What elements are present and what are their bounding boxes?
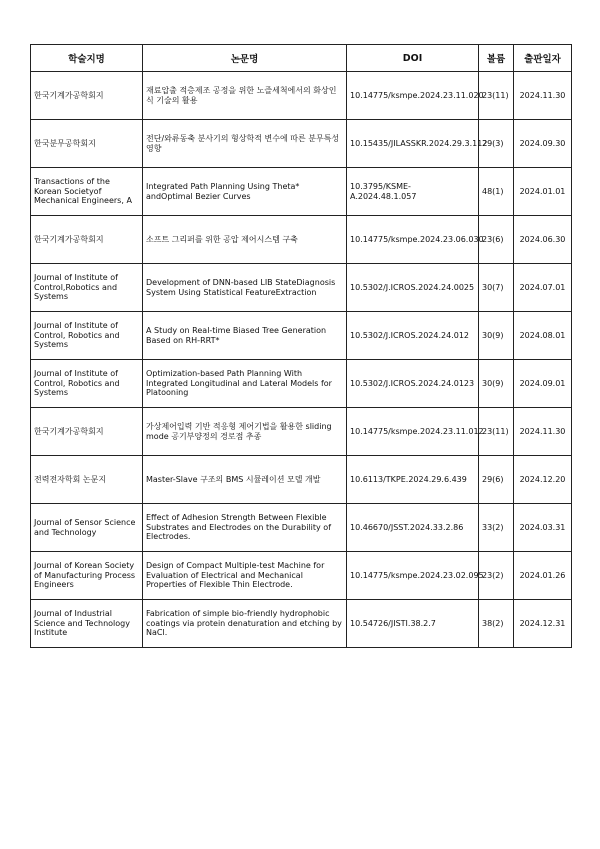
- header-title: 논문명: [143, 45, 347, 72]
- header-date: 출판일자: [514, 45, 572, 72]
- header-journal: 학술지명: [31, 45, 143, 72]
- table-row: [31, 216, 572, 264]
- date-cell: 2024.12.31: [514, 600, 572, 648]
- volume-cell: 30(9): [479, 360, 514, 408]
- table-row: [31, 552, 572, 600]
- doi-cell: 10.14775/ksmpe.2024.23.11.020: [347, 72, 479, 120]
- date-cell: 2024.08.01: [514, 312, 572, 360]
- table-row: [31, 264, 572, 312]
- title-cell: Master-Slave 구조의 BMS 시뮬레이션 모델 개발: [143, 456, 347, 504]
- title-cell: 전단/와류동축 분사기의 형상학적 변수에 따른 분무특성 영향: [143, 120, 347, 168]
- journal-cell: Journal of Korean Society of Manufacturing Process Engineers: [31, 552, 143, 600]
- date-cell: 2024.07.01: [514, 264, 572, 312]
- table-row: [31, 408, 572, 456]
- title-cell: 가상제어입력 기반 적응형 제어기법을 활용한 sliding mode 공기부양정의 경로점 추종: [143, 408, 347, 456]
- doi-cell: 10.46670/JSST.2024.33.2.86: [347, 504, 479, 552]
- journal-cell: Journal of Institute of Control, Robotics and Systems: [31, 312, 143, 360]
- title-cell: 소프트 그리퍼를 위한 공압 제어시스템 구축: [143, 216, 347, 264]
- volume-cell: 30(7): [479, 264, 514, 312]
- journal-cell: Transactions of the Korean Societyof Mechanical Engineers, A: [31, 168, 143, 216]
- date-cell: 2024.12.20: [514, 456, 572, 504]
- doi-cell: 10.14775/ksmpe.2024.23.11.012: [347, 408, 479, 456]
- journal-cell: 한국기계가공학회지: [31, 408, 143, 456]
- table-body: [31, 72, 572, 648]
- title-cell: 재료압출 적층제조 공정을 위한 노즐세척에서의 화상인식 기술의 활용: [143, 72, 347, 120]
- publications-table: [30, 44, 572, 648]
- title-cell: Effect of Adhesion Strength Between Flexible Substrates and Electrodes on the Durability of Electrodes.: [143, 504, 347, 552]
- title-cell: Development of DNN-based LIB StateDiagnosis System Using Statistical FeatureExtraction: [143, 264, 347, 312]
- volume-cell: 33(2): [479, 504, 514, 552]
- volume-cell: 29(6): [479, 456, 514, 504]
- volume-cell: 23(6): [479, 216, 514, 264]
- doi-cell: 10.54726/JISTI.38.2.7: [347, 600, 479, 648]
- title-cell: Integrated Path Planning Using Theta* andOptimal Bezier Curves: [143, 168, 347, 216]
- date-cell: 2024.11.30: [514, 72, 572, 120]
- journal-cell: 한국기계가공학회지: [31, 216, 143, 264]
- header-doi: DOI: [347, 45, 479, 72]
- volume-cell: 30(9): [479, 312, 514, 360]
- table-row: [31, 600, 572, 648]
- title-cell: Fabrication of simple bio-friendly hydrophobic coatings via protein denaturation and etching by NaCl.: [143, 600, 347, 648]
- table-row: [31, 120, 572, 168]
- table-row: [31, 72, 572, 120]
- volume-cell: 23(11): [479, 408, 514, 456]
- date-cell: 2024.01.01: [514, 168, 572, 216]
- volume-cell: 48(1): [479, 168, 514, 216]
- volume-cell: 23(11): [479, 72, 514, 120]
- journal-cell: Journal of Sensor Science and Technology: [31, 504, 143, 552]
- table-row: [31, 360, 572, 408]
- title-cell: Optimization-based Path Planning With Integrated Longitudinal and Lateral Models for Platooning: [143, 360, 347, 408]
- table-row: [31, 168, 572, 216]
- doi-cell: 10.3795/KSME-A.2024.48.1.057: [347, 168, 479, 216]
- date-cell: 2024.03.31: [514, 504, 572, 552]
- header-volume: 볼륨: [479, 45, 514, 72]
- doi-cell: 10.15435/JILASSKR.2024.29.3.112: [347, 120, 479, 168]
- date-cell: 2024.01.26: [514, 552, 572, 600]
- journal-cell: Journal of Institute of Control,Robotics and Systems: [31, 264, 143, 312]
- date-cell: 2024.06.30: [514, 216, 572, 264]
- journal-cell: Journal of Industrial Science and Technology Institute: [31, 600, 143, 648]
- journal-cell: Journal of Institute of Control, Robotics and Systems: [31, 360, 143, 408]
- doi-cell: 10.5302/J.ICROS.2024.24.012: [347, 312, 479, 360]
- table-row: [31, 456, 572, 504]
- title-cell: A Study on Real-time Biased Tree Generation Based on RH-RRT*: [143, 312, 347, 360]
- header-row: [31, 45, 572, 72]
- table-row: [31, 504, 572, 552]
- doi-cell: 10.14775/ksmpe.2024.23.02.095: [347, 552, 479, 600]
- title-cell: Design of Compact Multiple-test Machine for Evaluation of Electrical and Mechanical Properties of Flexible Thin Electrode.: [143, 552, 347, 600]
- date-cell: 2024.11.30: [514, 408, 572, 456]
- date-cell: 2024.09.01: [514, 360, 572, 408]
- volume-cell: 38(2): [479, 600, 514, 648]
- doi-cell: 10.14775/ksmpe.2024.23.06.030: [347, 216, 479, 264]
- volume-cell: 29(3): [479, 120, 514, 168]
- table-row: [31, 312, 572, 360]
- doi-cell: 10.5302/J.ICROS.2024.24.0123: [347, 360, 479, 408]
- volume-cell: 23(2): [479, 552, 514, 600]
- journal-cell: 한국기계가공학회지: [31, 72, 143, 120]
- doi-cell: 10.5302/J.ICROS.2024.24.0025: [347, 264, 479, 312]
- doi-cell: 10.6113/TKPE.2024.29.6.439: [347, 456, 479, 504]
- journal-cell: 전력전자학회 논문지: [31, 456, 143, 504]
- date-cell: 2024.09.30: [514, 120, 572, 168]
- journal-cell: 한국분무공학회지: [31, 120, 143, 168]
